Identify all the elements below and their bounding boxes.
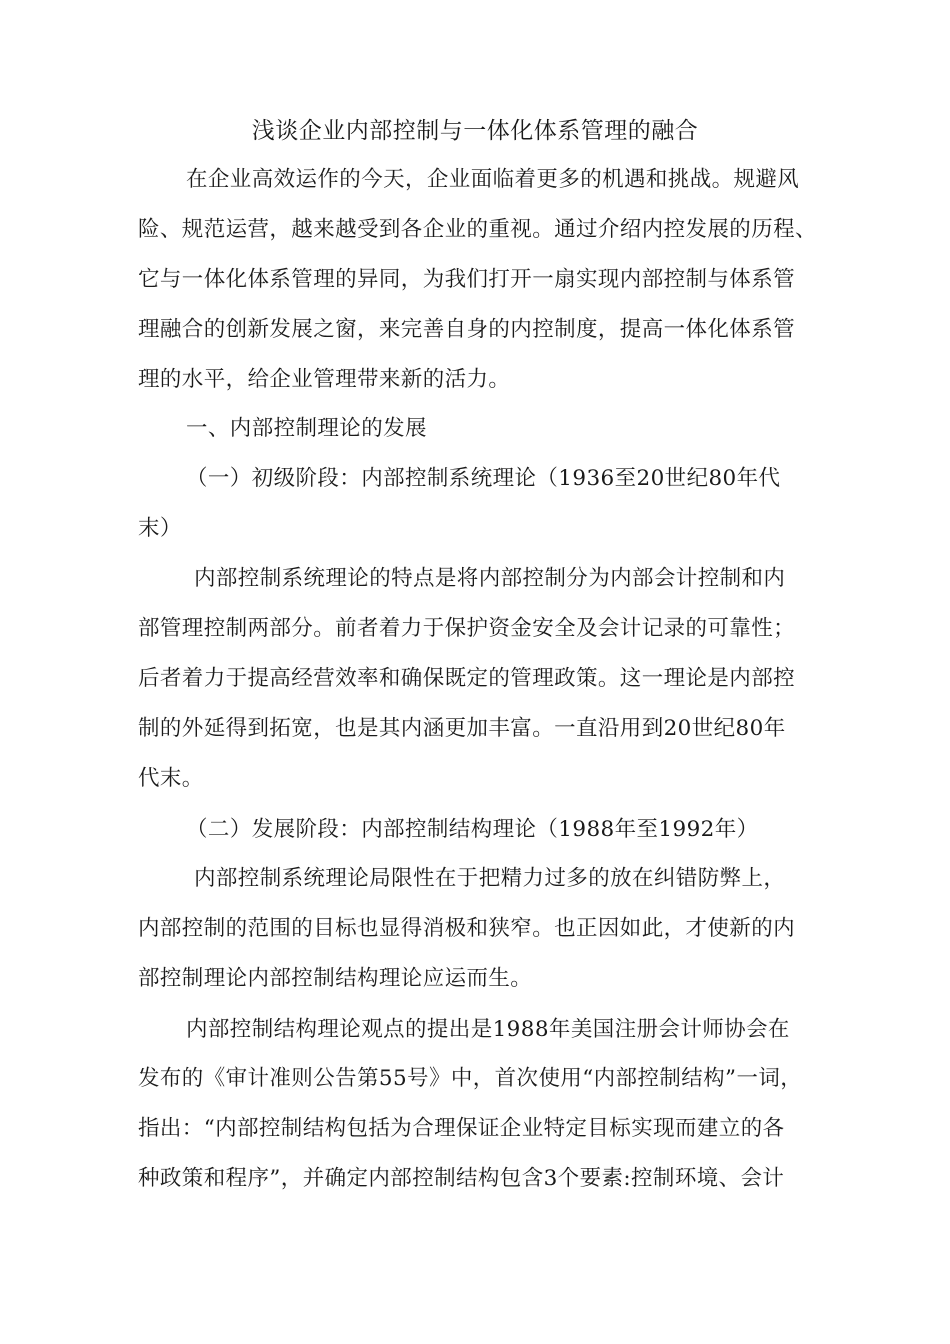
paragraph-line: 部管理控制两部分。前者着力于保护资金安全及会计记录的可靠性；	[138, 616, 796, 641]
subsection-heading: （一）初级阶段：内部控制系统理论（1936至20世纪80年代	[186, 466, 781, 491]
paragraph-line: 部控制理论内部控制结构理论应运而生。	[138, 966, 533, 991]
paragraph-line: 发布的《审计准则公告第55号》中，首次使用“内部控制结构”一词，	[138, 1066, 803, 1091]
paragraph-line: 内部控制结构理论观点的提出是1988年美国注册会计师协会在	[186, 1017, 790, 1042]
section-heading: 一、内部控制理论的发展	[186, 416, 427, 441]
paragraph-line: 指出：“内部控制结构包括为合理保证企业特定目标实现而建立的各	[138, 1116, 785, 1141]
paragraph-line: 险、规范运营，越来越受到各企业的重视。通过介绍内控发展的历程、	[138, 217, 817, 242]
paragraph-line: 理融合的创新发展之窗，来完善自身的内控制度，提高一体化体系管	[138, 317, 796, 342]
paragraph-line: 内部控制的范围的目标也显得消极和狭窄。也正因如此，才使新的内	[138, 916, 796, 941]
subsection-heading: （二）发展阶段：内部控制结构理论（1988年至1992年）	[186, 817, 759, 842]
paragraph-line: 代末。	[138, 766, 204, 791]
paragraph-line: 后者着力于提高经营效率和确保既定的管理政策。这一理论是内部控	[138, 666, 796, 691]
paragraph-line: 理的水平，给企业管理带来新的活力。	[138, 367, 511, 392]
paragraph-line: 在企业高效运作的今天，企业面临着更多的机遇和挑战。规避风	[186, 167, 800, 192]
paragraph-line: 它与一体化体系管理的异同，为我们打开一扇实现内部控制与体系管	[138, 267, 796, 292]
subsection-heading-continued: 末）	[138, 516, 182, 541]
paragraph-line: 内部控制系统理论的特点是将内部控制分为内部会计控制和内	[194, 566, 786, 591]
paragraph-line: 种政策和程序”，并确定内部控制结构包含3个要素:控制环境、会计	[138, 1166, 785, 1191]
paragraph-line: 内部控制系统理论局限性在于把精力过多的放在纠错防弊上，	[194, 866, 786, 891]
paragraph-line: 制的外延得到拓宽，也是其内涵更加丰富。一直沿用到20世纪80年	[138, 716, 786, 741]
document-title: 浅谈企业内部控制与一体化体系管理的融合	[251, 118, 699, 144]
